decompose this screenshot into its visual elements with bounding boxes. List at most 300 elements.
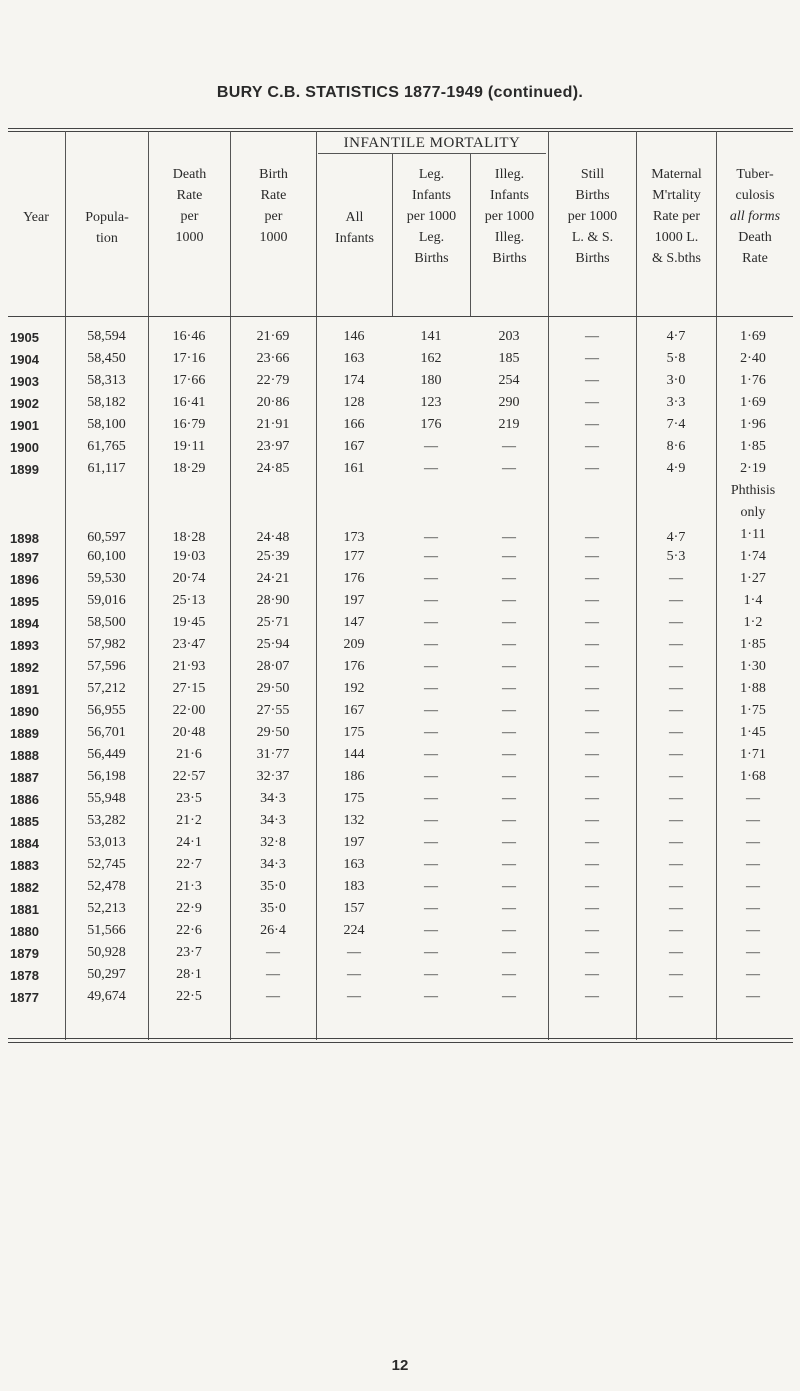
table-row [10, 810, 790, 832]
table-cell: 26·4 [260, 923, 286, 938]
table-cell: — [424, 923, 438, 938]
table-cell: 7·4 [666, 417, 686, 432]
table-cell: — [424, 791, 438, 806]
header-tuberculosis-line: Tuber- [736, 167, 774, 182]
table-row [10, 744, 790, 766]
table-cell: — [502, 439, 516, 454]
table-row [10, 326, 790, 348]
header-tuberculosis [717, 164, 793, 269]
table-cell: 22·7 [176, 857, 202, 872]
table-row [10, 436, 790, 458]
table-cell: 180 [420, 373, 442, 388]
table-cell: 22·00 [172, 703, 206, 718]
table-cell: — [585, 615, 599, 630]
table-cell: — [502, 637, 516, 652]
table-cell: 18·29 [172, 461, 206, 476]
cell-year: 1880 [10, 923, 39, 939]
table-cell: 24·85 [256, 461, 290, 476]
table-cell: 1·96 [740, 417, 766, 432]
table-cell: 25·13 [172, 593, 206, 608]
table-cell: 22·9 [176, 901, 202, 916]
table-cell: — [746, 967, 760, 982]
table-cell: — [424, 901, 438, 916]
table-cell: 20·48 [172, 725, 206, 740]
table-cell: — [502, 857, 516, 872]
table-cell: 56,449 [87, 747, 126, 762]
table-cell: — [347, 967, 361, 982]
header-birth-rate-line: Rate [260, 188, 287, 203]
table-cell: 20·74 [172, 571, 206, 586]
cell-year: 1886 [10, 791, 39, 807]
table-row [10, 414, 790, 436]
table-row [10, 986, 790, 1008]
infantile-mortality-heading: INFANTILE MORTALITY [343, 135, 521, 151]
table-cell: 254 [498, 373, 520, 388]
table-cell: 21·6 [176, 747, 202, 762]
table-cell: 60,597 [87, 530, 126, 545]
table-cell: 24·1 [176, 835, 202, 850]
table-cell: 163 [343, 351, 365, 366]
table-cell: 167 [343, 439, 365, 454]
table-cell: — [746, 879, 760, 894]
table-cell: — [502, 703, 516, 718]
header-birth-rate-line: Birth [259, 167, 288, 182]
table-cell: — [585, 725, 599, 740]
table-cell: — [585, 835, 599, 850]
table-cell: — [424, 615, 438, 630]
table-cell: 203 [498, 329, 520, 344]
table-cell: 56,198 [87, 769, 126, 784]
header-still-births-line: Births [575, 251, 610, 266]
header-year-label: Year [23, 210, 49, 225]
table-cell: — [502, 769, 516, 784]
table-cell: — [669, 593, 683, 608]
table-cell: — [424, 593, 438, 608]
table-row [10, 590, 790, 612]
cell-year: 1892 [10, 659, 39, 675]
header-still-births-line: Still [580, 167, 605, 182]
cell-year: 1879 [10, 945, 39, 961]
table-cell: 22·57 [172, 769, 206, 784]
table-cell: 24·48 [256, 530, 290, 545]
page-title: BURY C.B. STATISTICS 1877-1949 (continued). [216, 84, 584, 101]
table-cell: 1·30 [740, 659, 766, 674]
table-cell: 27·55 [256, 703, 290, 718]
table-cell: 8·6 [666, 439, 686, 454]
table-cell: 53,013 [87, 835, 126, 850]
table-cell: 58,500 [87, 615, 126, 630]
table-cell: — [585, 351, 599, 366]
header-birth-rate-line: per [264, 209, 283, 224]
table-cell: 29·50 [256, 681, 290, 696]
table-cell: 50,297 [87, 967, 126, 982]
table-cell: 1·85 [740, 637, 766, 652]
header-illeg-infants-line: Illeg. [494, 167, 525, 182]
header-tuberculosis-line: Rate [742, 251, 768, 266]
cell-year: 1899 [10, 461, 39, 477]
infantile-mortality-subrule [318, 153, 546, 154]
table-cell: — [502, 945, 516, 960]
table-cell: — [585, 901, 599, 916]
header-maternal-line: M'rtality [652, 188, 701, 203]
table-cell: 35·0 [260, 879, 286, 894]
table-cell: — [347, 945, 361, 960]
header-illeg-infants-line: Illeg. [494, 230, 525, 245]
table-row [10, 678, 790, 700]
table-cell: — [746, 835, 760, 850]
table-cell: — [502, 879, 516, 894]
table-cell: — [669, 769, 683, 784]
table-cell: 209 [343, 637, 365, 652]
table-cell: — [502, 461, 516, 476]
cell-year: 1891 [10, 681, 39, 697]
table-cell: 128 [343, 395, 365, 410]
header-leg-infants-line: Births [414, 251, 449, 266]
table-cell: — [585, 637, 599, 652]
table-cell: — [669, 747, 683, 762]
cell-year: 1904 [10, 351, 39, 367]
table-cell: 49,674 [87, 989, 126, 1004]
header-maternal-line: & S.bths [651, 251, 701, 266]
table-cell: — [502, 791, 516, 806]
cell-year: 1897 [10, 549, 39, 565]
header-all-infants-line: Infants [335, 231, 374, 246]
table-cell: — [669, 945, 683, 960]
table-cell: — [669, 637, 683, 652]
table-cell: 23·66 [256, 351, 290, 366]
table-cell: 173 [343, 530, 365, 545]
table-cell: — [746, 923, 760, 938]
table-cell: 16·41 [172, 395, 206, 410]
table-cell: 58,594 [87, 329, 126, 344]
cell-year: 1901 [10, 417, 39, 433]
cell-year: 1898 [10, 531, 39, 546]
table-cell: — [585, 329, 599, 344]
table-cell: 2·19 [740, 461, 766, 476]
table-cell: — [585, 593, 599, 608]
table-cell: — [669, 813, 683, 828]
table-cell: 1·75 [740, 703, 766, 718]
table-cell: 5·3 [666, 549, 686, 564]
table-cell: — [424, 879, 438, 894]
table-cell: — [424, 549, 438, 564]
table-cell: 28·90 [256, 593, 290, 608]
table-cell: 52,745 [87, 857, 126, 872]
table-cell: 1·45 [740, 725, 766, 740]
header-illeg-infants-line: Births [492, 251, 527, 266]
table-cell: 192 [343, 681, 365, 696]
table-cell: 52,213 [87, 901, 126, 916]
cell-year: 1894 [10, 615, 39, 631]
header-leg-infants-line: Leg. [418, 167, 445, 182]
table-cell: 167 [343, 703, 365, 718]
table-cell: 132 [343, 813, 365, 828]
table-cell: 58,313 [87, 373, 126, 388]
table-row [10, 370, 790, 392]
header-bottom-rule [8, 316, 793, 317]
table-cell: 144 [343, 747, 365, 762]
header-illeg-infants [471, 164, 548, 269]
table-bottom-rule [8, 1038, 793, 1039]
table-cell: 61,765 [87, 439, 126, 454]
cell-year: 1882 [10, 879, 39, 895]
table-cell: — [502, 747, 516, 762]
table-cell: 176 [420, 417, 442, 432]
table-cell: 23·5 [176, 791, 202, 806]
table-cell: — [585, 989, 599, 1004]
table-cell: — [424, 530, 438, 545]
cell-year: 1900 [10, 439, 39, 455]
table-cell: — [746, 945, 760, 960]
cell-year: 1896 [10, 571, 39, 587]
table-cell: — [585, 769, 599, 784]
table-cell: 22·6 [176, 923, 202, 938]
table-cell: 224 [343, 923, 365, 938]
table-cell: — [424, 681, 438, 696]
table-cell: 19·03 [172, 549, 206, 564]
header-leg-infants [393, 164, 470, 269]
table-cell: — [424, 703, 438, 718]
table-cell: 163 [343, 857, 365, 872]
table-cell: — [585, 549, 599, 564]
table-cell: 34·3 [260, 791, 286, 806]
table-cell: 4·7 [666, 530, 686, 545]
table-cell: — [746, 857, 760, 872]
table-top-rule [8, 128, 793, 129]
table-row [10, 656, 790, 678]
table-cell: 29·50 [256, 725, 290, 740]
table-cell [716, 480, 790, 546]
table-cell: 17·66 [172, 373, 206, 388]
header-population-line: Popula- [85, 210, 129, 225]
table-row [10, 876, 790, 898]
table-row [10, 788, 790, 810]
table-cell: — [585, 967, 599, 982]
table-row [10, 392, 790, 414]
cell-year: 1885 [10, 813, 39, 829]
header-leg-infants-line: per 1000 [406, 209, 457, 224]
table-cell: 56,955 [87, 703, 126, 718]
table-cell: — [669, 615, 683, 630]
table-row [10, 898, 790, 920]
header-population [66, 207, 148, 249]
table-cell: 53,282 [87, 813, 126, 828]
table-cell: 22·79 [256, 373, 290, 388]
table-cell: — [502, 659, 516, 674]
table-cell: — [669, 879, 683, 894]
table-cell: 1·74 [740, 549, 766, 564]
table-row [10, 348, 790, 370]
table-cell: — [502, 967, 516, 982]
table-cell: 19·45 [172, 615, 206, 630]
table-cell: 176 [343, 571, 365, 586]
table-cell: 50,928 [87, 945, 126, 960]
table-cell: 2·40 [740, 351, 766, 366]
header-death-rate [149, 164, 230, 248]
table-cell: 219 [498, 417, 520, 432]
table-row [10, 766, 790, 788]
table-cell: 27·15 [172, 681, 206, 696]
table-cell: — [424, 571, 438, 586]
table-cell: — [502, 725, 516, 740]
cell-year: 1902 [10, 395, 39, 411]
phthisis-note: only [740, 505, 766, 520]
table-cell: 1·69 [740, 395, 766, 410]
table-cell: — [424, 989, 438, 1004]
table-cell: — [746, 813, 760, 828]
table-cell: 5·8 [666, 351, 686, 366]
table-cell: 18·28 [172, 530, 206, 545]
table-cell: — [669, 791, 683, 806]
page-number: 12 [391, 1357, 409, 1374]
cell-year: 1877 [10, 989, 39, 1005]
table-cell: — [266, 989, 280, 1004]
table-cell: — [669, 835, 683, 850]
table-cell: — [424, 813, 438, 828]
header-still-births [549, 164, 636, 269]
table-cell: — [424, 835, 438, 850]
table-cell: 1·69 [740, 329, 766, 344]
table-cell: — [424, 857, 438, 872]
table-row [10, 942, 790, 964]
table-cell: — [502, 813, 516, 828]
table-cell: — [669, 681, 683, 696]
table-row [10, 920, 790, 942]
header-all-infants [317, 207, 392, 249]
table-cell: 4·9 [666, 461, 686, 476]
table-cell: 31·77 [256, 747, 290, 762]
header-still-births-line: L. & S. [571, 230, 614, 245]
table-row [10, 722, 790, 744]
header-maternal-line: Maternal [651, 167, 702, 182]
table-cell: 20·86 [256, 395, 290, 410]
table-cell: 21·2 [176, 813, 202, 828]
table-cell: 32·8 [260, 835, 286, 850]
table-row [10, 480, 790, 546]
cell-year: 1881 [10, 901, 39, 917]
table-cell: 24·21 [256, 571, 290, 586]
table-cell: — [424, 747, 438, 762]
table-cell: 60,100 [87, 549, 126, 564]
table-cell: 25·71 [256, 615, 290, 630]
table-cell: 1·27 [740, 571, 766, 586]
table-cell: 52,478 [87, 879, 126, 894]
table-cell: 1·2 [743, 615, 763, 630]
table-cell: — [746, 901, 760, 916]
header-tuberculosis-line: culosis [735, 188, 775, 203]
header-population-line: tion [96, 231, 118, 246]
table-cell: — [424, 769, 438, 784]
table-cell: — [669, 857, 683, 872]
table-cell: 16·46 [172, 329, 206, 344]
table-cell: 58,450 [87, 351, 126, 366]
table-cell: — [585, 659, 599, 674]
cell-year: 1905 [10, 329, 39, 345]
table-cell: — [502, 901, 516, 916]
table-cell: 34·3 [260, 857, 286, 872]
table-row [10, 458, 790, 480]
table-cell: 55,948 [87, 791, 126, 806]
table-cell: — [669, 703, 683, 718]
table-cell: — [266, 967, 280, 982]
table-cell: — [669, 923, 683, 938]
table-cell: 25·94 [256, 637, 290, 652]
table-cell: — [669, 901, 683, 916]
cell-year: 1895 [10, 593, 39, 609]
header-still-births-line: per 1000 [567, 209, 618, 224]
table-cell: — [502, 571, 516, 586]
table-cell: — [585, 417, 599, 432]
table-row [10, 546, 790, 568]
header-year [8, 207, 64, 228]
table-cell: 1·76 [740, 373, 766, 388]
table-cell: 174 [343, 373, 365, 388]
table-cell: 162 [420, 351, 442, 366]
header-birth-rate [231, 164, 316, 248]
table-bottom-rule-outer [8, 1042, 793, 1043]
table-cell: — [502, 593, 516, 608]
table-cell: 25·39 [256, 549, 290, 564]
cell-year: 1878 [10, 967, 39, 983]
table-cell: 21·93 [172, 659, 206, 674]
table-cell: — [424, 945, 438, 960]
table-cell: 34·3 [260, 813, 286, 828]
table-row [10, 854, 790, 876]
table-cell: 147 [343, 615, 365, 630]
table-cell: — [424, 659, 438, 674]
table-cell: 19·11 [172, 439, 206, 454]
table-cell: 1·71 [740, 747, 766, 762]
table-cell: 177 [343, 549, 365, 564]
table-cell: — [669, 989, 683, 1004]
table-cell: — [585, 439, 599, 454]
table-cell: 141 [420, 329, 442, 344]
table-cell: 17·16 [172, 351, 206, 366]
header-leg-infants-line: Leg. [418, 230, 445, 245]
table-row [10, 832, 790, 854]
table-cell: — [585, 395, 599, 410]
table-cell: 21·69 [256, 329, 290, 344]
table-cell: 176 [343, 659, 365, 674]
table-cell: — [746, 791, 760, 806]
table-cell: — [502, 681, 516, 696]
header-illeg-infants-line: Infants [490, 188, 529, 203]
table-cell: 28·1 [176, 967, 202, 982]
cell-year: 1890 [10, 703, 39, 719]
table-cell: — [424, 461, 438, 476]
table-cell: 23·97 [256, 439, 290, 454]
table-cell: — [585, 879, 599, 894]
header-maternal-line: 1000 L. [654, 230, 699, 245]
table-cell: 59,530 [87, 571, 126, 586]
table-cell: 1·68 [740, 769, 766, 784]
table-cell: — [502, 835, 516, 850]
header-death-rate-line: Death [172, 167, 207, 182]
header-leg-infants-line: Infants [412, 188, 451, 203]
table-cell: — [585, 945, 599, 960]
table-cell: — [585, 681, 599, 696]
header-still-births-line: Births [575, 188, 610, 203]
table-row [10, 964, 790, 986]
table-cell: 21·91 [256, 417, 290, 432]
table-cell: — [669, 571, 683, 586]
table-cell: 175 [343, 791, 365, 806]
table-cell: 157 [343, 901, 365, 916]
header-maternal-line: Rate per [652, 209, 701, 224]
table-cell: — [424, 439, 438, 454]
table-cell: 35·0 [260, 901, 286, 916]
table-cell: — [266, 945, 280, 960]
